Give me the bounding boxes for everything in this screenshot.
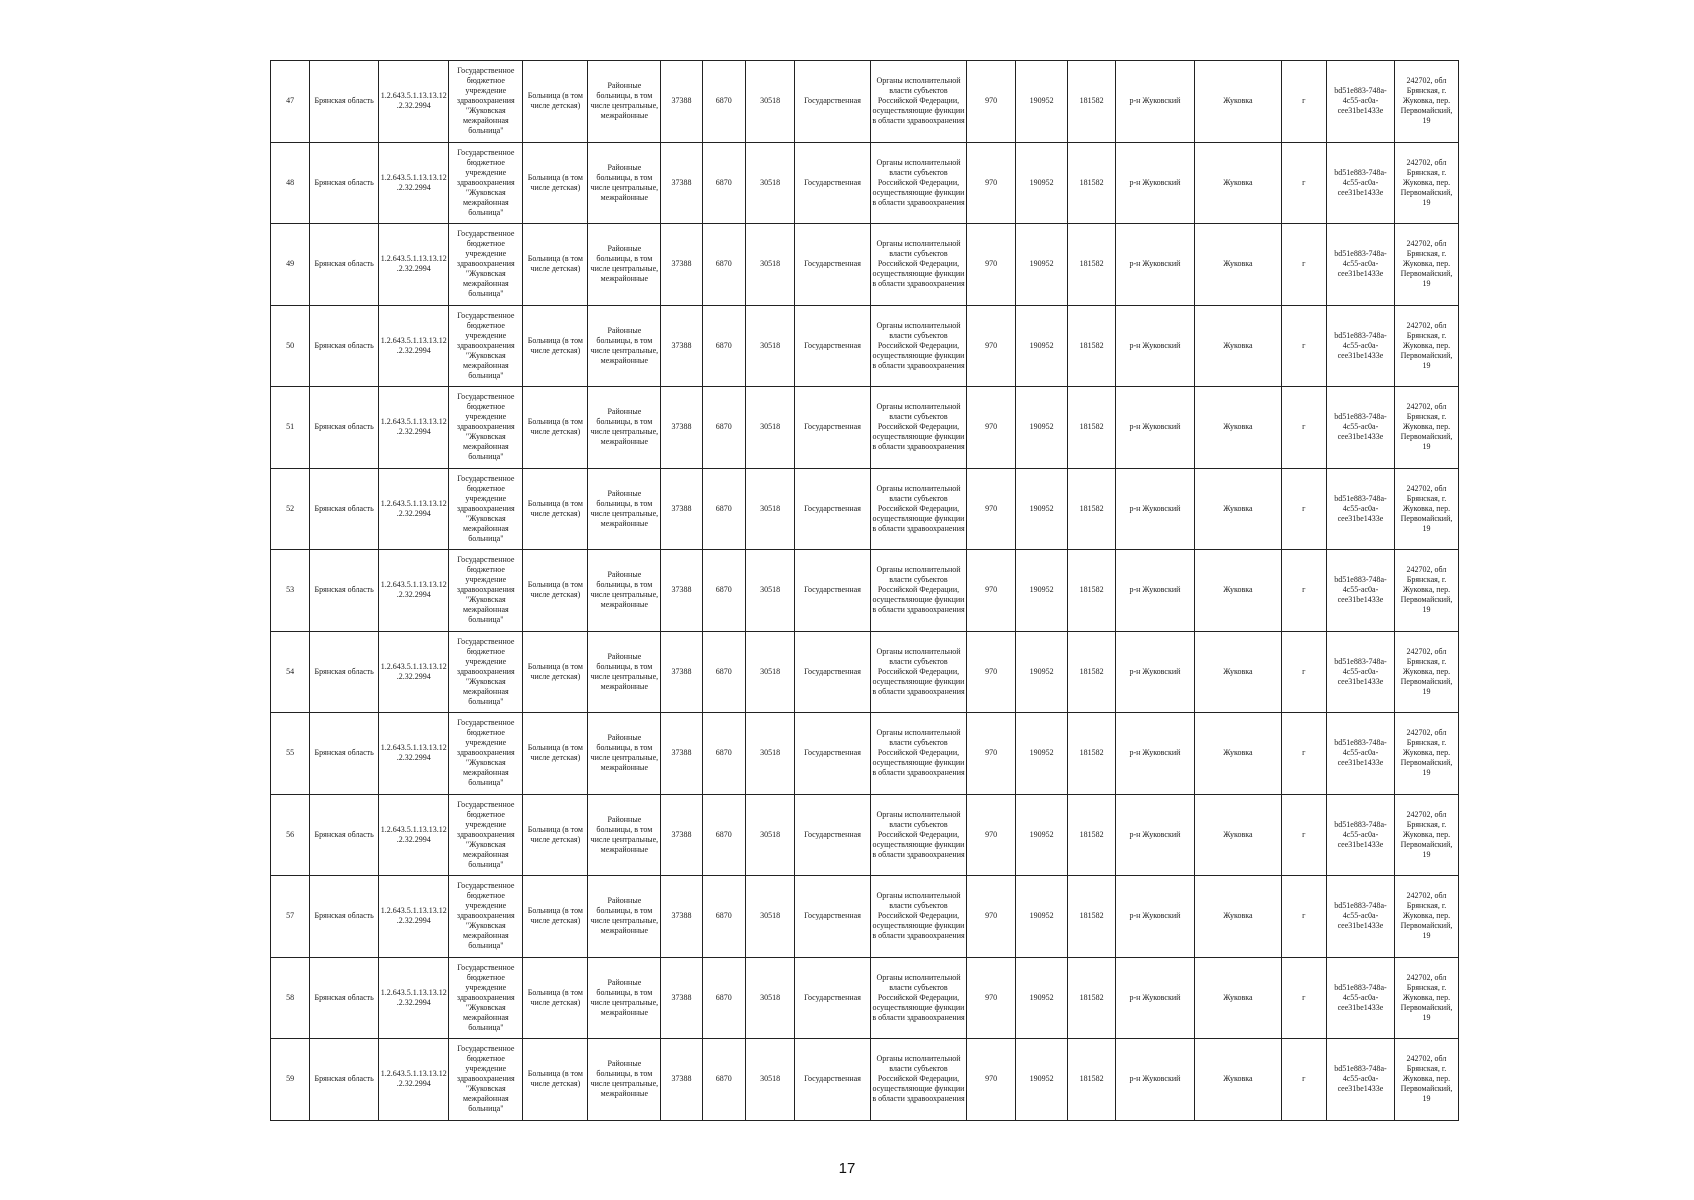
region-cell: Брянская область — [310, 305, 379, 387]
code-e-cell: 190952 — [1015, 550, 1068, 632]
code-d-cell: 970 — [967, 468, 1015, 550]
code-a-cell: 37388 — [661, 1039, 702, 1121]
ownership-cell: Государственная — [795, 61, 870, 143]
code-d-cell: 970 — [967, 631, 1015, 713]
code-f-cell: 181582 — [1068, 224, 1115, 306]
code-c-cell: 30518 — [745, 794, 794, 876]
authority-cell: Органы исполнительной власти субъектов Российской Федерации, осуществляющие функции в области здравоохранения — [870, 550, 967, 632]
table-row — [271, 142, 1459, 224]
guid-cell: bd51e883-748a-4c55-ac0a-cee31be1433e — [1326, 387, 1394, 469]
address-cell: 242702, обл Брянская, г. Жуковка, пер. Первомайский, 19 — [1394, 957, 1458, 1039]
code-e-cell: 190952 — [1015, 387, 1068, 469]
authority-cell: Органы исполнительной власти субъектов Российской Федерации, осуществляющие функции в области здравоохранения — [870, 387, 967, 469]
district-cell: р-н Жуковский — [1115, 305, 1194, 387]
code-e-cell: 190952 — [1015, 224, 1068, 306]
row-number: 47 — [271, 61, 310, 143]
code-b-cell: 6870 — [702, 550, 745, 632]
code-c-cell: 30518 — [745, 957, 794, 1039]
org-name-cell: Государственное бюджетное учреждение здравоохранения "Жуковская межрайонная больница" — [449, 1039, 523, 1121]
row-number: 52 — [271, 468, 310, 550]
category-cell: Районные больницы, в том числе центральные, межрайонные — [588, 876, 661, 958]
address-cell: 242702, обл Брянская, г. Жуковка, пер. Первомайский, 19 — [1394, 468, 1458, 550]
oid-cell: 1.2.643.5.1.13.13.12.2.32.2994 — [379, 1039, 449, 1121]
org-type-cell: Больница (в том числе детская) — [523, 876, 588, 958]
registry-page — [270, 60, 1459, 1120]
org-name-cell: Государственное бюджетное учреждение здравоохранения "Жуковская межрайонная больница" — [449, 224, 523, 306]
category-cell: Районные больницы, в том числе центральные, межрайонные — [588, 468, 661, 550]
district-cell: р-н Жуковский — [1115, 876, 1194, 958]
district-cell: р-н Жуковский — [1115, 61, 1194, 143]
org-type-cell: Больница (в том числе детская) — [523, 713, 588, 795]
address-cell: 242702, обл Брянская, г. Жуковка, пер. Первомайский, 19 — [1394, 876, 1458, 958]
row-number: 53 — [271, 550, 310, 632]
category-cell: Районные больницы, в том числе центральные, межрайонные — [588, 550, 661, 632]
table-row — [271, 876, 1459, 958]
org-name-cell: Государственное бюджетное учреждение здравоохранения "Жуковская межрайонная больница" — [449, 142, 523, 224]
code-c-cell: 30518 — [745, 305, 794, 387]
code-f-cell: 181582 — [1068, 387, 1115, 469]
locality-type-cell: г — [1281, 876, 1326, 958]
table-row — [271, 550, 1459, 632]
locality-cell: Жуковка — [1195, 468, 1282, 550]
code-c-cell: 30518 — [745, 550, 794, 632]
oid-cell: 1.2.643.5.1.13.13.12.2.32.2994 — [379, 224, 449, 306]
category-cell: Районные больницы, в том числе центральные, межрайонные — [588, 631, 661, 713]
row-number: 55 — [271, 713, 310, 795]
locality-cell: Жуковка — [1195, 142, 1282, 224]
code-d-cell: 970 — [967, 550, 1015, 632]
code-c-cell: 30518 — [745, 631, 794, 713]
authority-cell: Органы исполнительной власти субъектов Российской Федерации, осуществляющие функции в области здравоохранения — [870, 713, 967, 795]
locality-cell: Жуковка — [1195, 1039, 1282, 1121]
table-row — [271, 794, 1459, 876]
locality-type-cell: г — [1281, 224, 1326, 306]
code-d-cell: 970 — [967, 61, 1015, 143]
org-name-cell: Государственное бюджетное учреждение здравоохранения "Жуковская межрайонная больница" — [449, 61, 523, 143]
org-name-cell: Государственное бюджетное учреждение здравоохранения "Жуковская межрайонная больница" — [449, 387, 523, 469]
org-name-cell: Государственное бюджетное учреждение здравоохранения "Жуковская межрайонная больница" — [449, 631, 523, 713]
authority-cell: Органы исполнительной власти субъектов Российской Федерации, осуществляющие функции в области здравоохранения — [870, 1039, 967, 1121]
registry-table — [270, 60, 1459, 1121]
locality-type-cell: г — [1281, 142, 1326, 224]
authority-cell: Органы исполнительной власти субъектов Российской Федерации, осуществляющие функции в области здравоохранения — [870, 61, 967, 143]
ownership-cell: Государственная — [795, 794, 870, 876]
district-cell: р-н Жуковский — [1115, 224, 1194, 306]
code-d-cell: 970 — [967, 957, 1015, 1039]
district-cell: р-н Жуковский — [1115, 468, 1194, 550]
table-row — [271, 631, 1459, 713]
authority-cell: Органы исполнительной власти субъектов Российской Федерации, осуществляющие функции в области здравоохранения — [870, 876, 967, 958]
locality-cell: Жуковка — [1195, 550, 1282, 632]
oid-cell: 1.2.643.5.1.13.13.12.2.32.2994 — [379, 387, 449, 469]
org-type-cell: Больница (в том числе детская) — [523, 224, 588, 306]
code-f-cell: 181582 — [1068, 305, 1115, 387]
org-type-cell: Больница (в том числе детская) — [523, 142, 588, 224]
category-cell: Районные больницы, в том числе центральные, межрайонные — [588, 305, 661, 387]
org-type-cell: Больница (в том числе детская) — [523, 468, 588, 550]
authority-cell: Органы исполнительной власти субъектов Российской Федерации, осуществляющие функции в области здравоохранения — [870, 794, 967, 876]
row-number: 50 — [271, 305, 310, 387]
guid-cell: bd51e883-748a-4c55-ac0a-cee31be1433e — [1326, 876, 1394, 958]
district-cell: р-н Жуковский — [1115, 550, 1194, 632]
guid-cell: bd51e883-748a-4c55-ac0a-cee31be1433e — [1326, 142, 1394, 224]
code-b-cell: 6870 — [702, 142, 745, 224]
oid-cell: 1.2.643.5.1.13.13.12.2.32.2994 — [379, 957, 449, 1039]
code-f-cell: 181582 — [1068, 957, 1115, 1039]
code-c-cell: 30518 — [745, 1039, 794, 1121]
code-f-cell: 181582 — [1068, 1039, 1115, 1121]
category-cell: Районные больницы, в том числе центральные, межрайонные — [588, 713, 661, 795]
page-number: 17 — [838, 1160, 856, 1177]
oid-cell: 1.2.643.5.1.13.13.12.2.32.2994 — [379, 550, 449, 632]
org-name-cell: Государственное бюджетное учреждение здравоохранения "Жуковская межрайонная больница" — [449, 468, 523, 550]
guid-cell: bd51e883-748a-4c55-ac0a-cee31be1433e — [1326, 468, 1394, 550]
code-b-cell: 6870 — [702, 957, 745, 1039]
code-b-cell: 6870 — [702, 631, 745, 713]
guid-cell: bd51e883-748a-4c55-ac0a-cee31be1433e — [1326, 305, 1394, 387]
code-f-cell: 181582 — [1068, 631, 1115, 713]
guid-cell: bd51e883-748a-4c55-ac0a-cee31be1433e — [1326, 957, 1394, 1039]
code-e-cell: 190952 — [1015, 876, 1068, 958]
row-number: 49 — [271, 224, 310, 306]
org-type-cell: Больница (в том числе детская) — [523, 957, 588, 1039]
oid-cell: 1.2.643.5.1.13.13.12.2.32.2994 — [379, 794, 449, 876]
code-a-cell: 37388 — [661, 876, 702, 958]
code-b-cell: 6870 — [702, 305, 745, 387]
locality-cell: Жуковка — [1195, 305, 1282, 387]
address-cell: 242702, обл Брянская, г. Жуковка, пер. Первомайский, 19 — [1394, 631, 1458, 713]
region-cell: Брянская область — [310, 387, 379, 469]
address-cell: 242702, обл Брянская, г. Жуковка, пер. Первомайский, 19 — [1394, 713, 1458, 795]
code-b-cell: 6870 — [702, 224, 745, 306]
org-type-cell: Больница (в том числе детская) — [523, 305, 588, 387]
locality-type-cell: г — [1281, 713, 1326, 795]
guid-cell: bd51e883-748a-4c55-ac0a-cee31be1433e — [1326, 61, 1394, 143]
code-d-cell: 970 — [967, 305, 1015, 387]
org-name-cell: Государственное бюджетное учреждение здравоохранения "Жуковская межрайонная больница" — [449, 713, 523, 795]
locality-type-cell: г — [1281, 631, 1326, 713]
authority-cell: Органы исполнительной власти субъектов Российской Федерации, осуществляющие функции в области здравоохранения — [870, 305, 967, 387]
oid-cell: 1.2.643.5.1.13.13.12.2.32.2994 — [379, 631, 449, 713]
org-type-cell: Больница (в том числе детская) — [523, 550, 588, 632]
code-d-cell: 970 — [967, 713, 1015, 795]
code-a-cell: 37388 — [661, 305, 702, 387]
address-cell: 242702, обл Брянская, г. Жуковка, пер. Первомайский, 19 — [1394, 224, 1458, 306]
table-row — [271, 468, 1459, 550]
district-cell: р-н Жуковский — [1115, 957, 1194, 1039]
ownership-cell: Государственная — [795, 468, 870, 550]
locality-type-cell: г — [1281, 468, 1326, 550]
code-c-cell: 30518 — [745, 468, 794, 550]
locality-type-cell: г — [1281, 794, 1326, 876]
row-number: 57 — [271, 876, 310, 958]
region-cell: Брянская область — [310, 468, 379, 550]
code-a-cell: 37388 — [661, 61, 702, 143]
district-cell: р-н Жуковский — [1115, 631, 1194, 713]
table-row — [271, 713, 1459, 795]
region-cell: Брянская область — [310, 224, 379, 306]
oid-cell: 1.2.643.5.1.13.13.12.2.32.2994 — [379, 305, 449, 387]
region-cell: Брянская область — [310, 876, 379, 958]
org-type-cell: Больница (в том числе детская) — [523, 794, 588, 876]
ownership-cell: Государственная — [795, 305, 870, 387]
table-row — [271, 387, 1459, 469]
category-cell: Районные больницы, в том числе центральные, межрайонные — [588, 224, 661, 306]
oid-cell: 1.2.643.5.1.13.13.12.2.32.2994 — [379, 61, 449, 143]
code-d-cell: 970 — [967, 1039, 1015, 1121]
code-d-cell: 970 — [967, 794, 1015, 876]
code-b-cell: 6870 — [702, 468, 745, 550]
guid-cell: bd51e883-748a-4c55-ac0a-cee31be1433e — [1326, 1039, 1394, 1121]
row-number: 56 — [271, 794, 310, 876]
code-f-cell: 181582 — [1068, 876, 1115, 958]
locality-cell: Жуковка — [1195, 876, 1282, 958]
row-number: 51 — [271, 387, 310, 469]
code-e-cell: 190952 — [1015, 713, 1068, 795]
code-b-cell: 6870 — [702, 794, 745, 876]
category-cell: Районные больницы, в том числе центральные, межрайонные — [588, 794, 661, 876]
region-cell: Брянская область — [310, 713, 379, 795]
region-cell: Брянская область — [310, 1039, 379, 1121]
code-a-cell: 37388 — [661, 387, 702, 469]
code-b-cell: 6870 — [702, 876, 745, 958]
address-cell: 242702, обл Брянская, г. Жуковка, пер. Первомайский, 19 — [1394, 794, 1458, 876]
address-cell: 242702, обл Брянская, г. Жуковка, пер. Первомайский, 19 — [1394, 142, 1458, 224]
code-e-cell: 190952 — [1015, 794, 1068, 876]
code-e-cell: 190952 — [1015, 305, 1068, 387]
address-cell: 242702, обл Брянская, г. Жуковка, пер. Первомайский, 19 — [1394, 305, 1458, 387]
code-d-cell: 970 — [967, 876, 1015, 958]
code-b-cell: 6870 — [702, 61, 745, 143]
code-f-cell: 181582 — [1068, 468, 1115, 550]
row-number: 48 — [271, 142, 310, 224]
address-cell: 242702, обл Брянская, г. Жуковка, пер. Первомайский, 19 — [1394, 1039, 1458, 1121]
code-d-cell: 970 — [967, 387, 1015, 469]
region-cell: Брянская область — [310, 550, 379, 632]
org-name-cell: Государственное бюджетное учреждение здравоохранения "Жуковская межрайонная больница" — [449, 305, 523, 387]
locality-cell: Жуковка — [1195, 794, 1282, 876]
guid-cell: bd51e883-748a-4c55-ac0a-cee31be1433e — [1326, 550, 1394, 632]
code-c-cell: 30518 — [745, 876, 794, 958]
code-f-cell: 181582 — [1068, 550, 1115, 632]
code-a-cell: 37388 — [661, 713, 702, 795]
code-a-cell: 37388 — [661, 224, 702, 306]
oid-cell: 1.2.643.5.1.13.13.12.2.32.2994 — [379, 468, 449, 550]
table-row — [271, 957, 1459, 1039]
district-cell: р-н Жуковский — [1115, 794, 1194, 876]
row-number: 59 — [271, 1039, 310, 1121]
locality-type-cell: г — [1281, 957, 1326, 1039]
row-number: 58 — [271, 957, 310, 1039]
org-type-cell: Больница (в том числе детская) — [523, 61, 588, 143]
oid-cell: 1.2.643.5.1.13.13.12.2.32.2994 — [379, 876, 449, 958]
district-cell: р-н Жуковский — [1115, 142, 1194, 224]
code-a-cell: 37388 — [661, 468, 702, 550]
address-cell: 242702, обл Брянская, г. Жуковка, пер. Первомайский, 19 — [1394, 387, 1458, 469]
code-e-cell: 190952 — [1015, 61, 1068, 143]
org-name-cell: Государственное бюджетное учреждение здравоохранения "Жуковская межрайонная больница" — [449, 957, 523, 1039]
code-c-cell: 30518 — [745, 387, 794, 469]
ownership-cell: Государственная — [795, 224, 870, 306]
locality-cell: Жуковка — [1195, 713, 1282, 795]
address-cell: 242702, обл Брянская, г. Жуковка, пер. Первомайский, 19 — [1394, 550, 1458, 632]
guid-cell: bd51e883-748a-4c55-ac0a-cee31be1433e — [1326, 631, 1394, 713]
region-cell: Брянская область — [310, 794, 379, 876]
ownership-cell: Государственная — [795, 1039, 870, 1121]
region-cell: Брянская область — [310, 142, 379, 224]
code-a-cell: 37388 — [661, 550, 702, 632]
code-a-cell: 37388 — [661, 631, 702, 713]
ownership-cell: Государственная — [795, 631, 870, 713]
code-b-cell: 6870 — [702, 1039, 745, 1121]
authority-cell: Органы исполнительной власти субъектов Российской Федерации, осуществляющие функции в области здравоохранения — [870, 224, 967, 306]
locality-cell: Жуковка — [1195, 387, 1282, 469]
table-row — [271, 61, 1459, 143]
code-c-cell: 30518 — [745, 713, 794, 795]
org-type-cell: Больница (в том числе детская) — [523, 387, 588, 469]
org-type-cell: Больница (в том числе детская) — [523, 1039, 588, 1121]
ownership-cell: Государственная — [795, 876, 870, 958]
district-cell: р-н Жуковский — [1115, 713, 1194, 795]
category-cell: Районные больницы, в том числе центральные, межрайонные — [588, 387, 661, 469]
authority-cell: Органы исполнительной власти субъектов Российской Федерации, осуществляющие функции в области здравоохранения — [870, 142, 967, 224]
oid-cell: 1.2.643.5.1.13.13.12.2.32.2994 — [379, 142, 449, 224]
code-e-cell: 190952 — [1015, 468, 1068, 550]
guid-cell: bd51e883-748a-4c55-ac0a-cee31be1433e — [1326, 224, 1394, 306]
code-a-cell: 37388 — [661, 142, 702, 224]
district-cell: р-н Жуковский — [1115, 387, 1194, 469]
locality-type-cell: г — [1281, 1039, 1326, 1121]
oid-cell: 1.2.643.5.1.13.13.12.2.32.2994 — [379, 713, 449, 795]
code-d-cell: 970 — [967, 142, 1015, 224]
authority-cell: Органы исполнительной власти субъектов Российской Федерации, осуществляющие функции в области здравоохранения — [870, 468, 967, 550]
category-cell: Районные больницы, в том числе центральные, межрайонные — [588, 957, 661, 1039]
table-row — [271, 1039, 1459, 1121]
locality-type-cell: г — [1281, 305, 1326, 387]
code-a-cell: 37388 — [661, 794, 702, 876]
org-name-cell: Государственное бюджетное учреждение здравоохранения "Жуковская межрайонная больница" — [449, 876, 523, 958]
row-number: 54 — [271, 631, 310, 713]
code-c-cell: 30518 — [745, 61, 794, 143]
guid-cell: bd51e883-748a-4c55-ac0a-cee31be1433e — [1326, 794, 1394, 876]
registry-body — [271, 61, 1459, 1121]
code-e-cell: 190952 — [1015, 142, 1068, 224]
locality-cell: Жуковка — [1195, 61, 1282, 143]
code-f-cell: 181582 — [1068, 142, 1115, 224]
locality-type-cell: г — [1281, 550, 1326, 632]
code-e-cell: 190952 — [1015, 631, 1068, 713]
address-cell: 242702, обл Брянская, г. Жуковка, пер. Первомайский, 19 — [1394, 61, 1458, 143]
code-e-cell: 190952 — [1015, 957, 1068, 1039]
code-c-cell: 30518 — [745, 224, 794, 306]
region-cell: Брянская область — [310, 957, 379, 1039]
ownership-cell: Государственная — [795, 550, 870, 632]
ownership-cell: Государственная — [795, 387, 870, 469]
org-name-cell: Государственное бюджетное учреждение здравоохранения "Жуковская межрайонная больница" — [449, 794, 523, 876]
ownership-cell: Государственная — [795, 713, 870, 795]
category-cell: Районные больницы, в том числе центральные, межрайонные — [588, 61, 661, 143]
code-f-cell: 181582 — [1068, 61, 1115, 143]
locality-type-cell: г — [1281, 61, 1326, 143]
code-c-cell: 30518 — [745, 142, 794, 224]
region-cell: Брянская область — [310, 61, 379, 143]
org-type-cell: Больница (в том числе детская) — [523, 631, 588, 713]
code-a-cell: 37388 — [661, 957, 702, 1039]
code-d-cell: 970 — [967, 224, 1015, 306]
code-f-cell: 181582 — [1068, 713, 1115, 795]
code-e-cell: 190952 — [1015, 1039, 1068, 1121]
code-f-cell: 181582 — [1068, 794, 1115, 876]
ownership-cell: Государственная — [795, 957, 870, 1039]
category-cell: Районные больницы, в том числе центральные, межрайонные — [588, 1039, 661, 1121]
table-row — [271, 305, 1459, 387]
authority-cell: Органы исполнительной власти субъектов Российской Федерации, осуществляющие функции в области здравоохранения — [870, 631, 967, 713]
locality-cell: Жуковка — [1195, 631, 1282, 713]
org-name-cell: Государственное бюджетное учреждение здравоохранения "Жуковская межрайонная больница" — [449, 550, 523, 632]
region-cell: Брянская область — [310, 631, 379, 713]
code-b-cell: 6870 — [702, 387, 745, 469]
category-cell: Районные больницы, в том числе центральные, межрайонные — [588, 142, 661, 224]
district-cell: р-н Жуковский — [1115, 1039, 1194, 1121]
guid-cell: bd51e883-748a-4c55-ac0a-cee31be1433e — [1326, 713, 1394, 795]
locality-type-cell: г — [1281, 387, 1326, 469]
locality-cell: Жуковка — [1195, 224, 1282, 306]
locality-cell: Жуковка — [1195, 957, 1282, 1039]
authority-cell: Органы исполнительной власти субъектов Российской Федерации, осуществляющие функции в области здравоохранения — [870, 957, 967, 1039]
code-b-cell: 6870 — [702, 713, 745, 795]
table-row — [271, 224, 1459, 306]
ownership-cell: Государственная — [795, 142, 870, 224]
